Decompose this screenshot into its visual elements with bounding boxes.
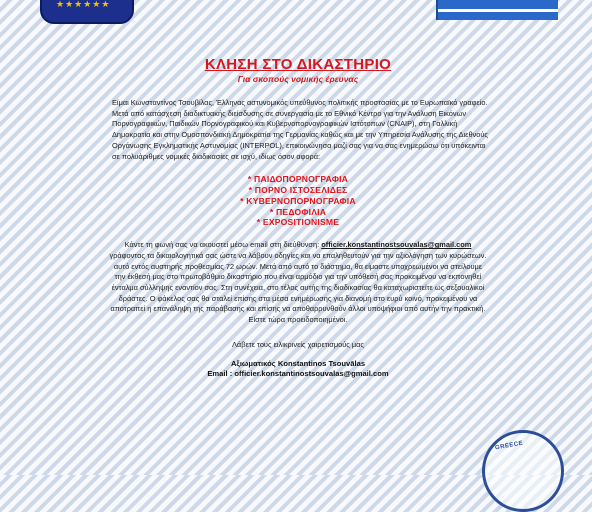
signature-email-label: Email :: [207, 369, 233, 379]
offense-item: * EXPOSITIONISME: [256, 217, 340, 228]
signature-block: [108, 359, 488, 380]
contact-email-link[interactable]: officier.konstantinostsouvalas@gmail.com: [321, 240, 472, 250]
logo-top-left: [40, 0, 134, 24]
contact-paragraph: [108, 240, 488, 315]
eu-stars-icon: ★★★★★★: [56, 0, 111, 10]
intro-paragraph: Είμαι Κωνσταντίνος Τσουβίλας, Έλληνας αστυνομικός υπεύθυνος πολιτικής προστασίας με το Ευρωπαϊκό γραφείο. Μετά από κατάσχεση διαδικτυακής διείσδυσης σε συνεργασία με το Εθνικό Κέντρο για την Ανάλυση Εικόνων Πορνογραφικών, Παιδικών Πορνογραφικού και Κυβερνοπορνογραφικών Ιστότοπων (CNAIP), στη Γαλλική Δημοκρατία και στην Ομοσπονδιακή Δημοκρατία της Γερμανίας καθώς και με την Υπηρεσία Ανάλυσης της Διεθνούς Οργάνωσης Εγκληματικής Αστυνομίας (INTERPOL), επικοινώνησα μαζί σας για να σας ενημερώσω ότι υπόκεινται σε πολυάριθμες νομικές διαδικασίες σε ισχύ, ιδίως όσον αφορά:: [112, 98, 488, 161]
signature-name: Αξιωματικός Konstantinos Tsouvālas: [230, 358, 366, 368]
seal-text: GREECE: [494, 440, 524, 452]
document-body: [108, 56, 488, 380]
official-seal: [482, 430, 564, 512]
offense-item: * ΠΑΙΔΟΠΟΡΝΟΓΡΑΦΙΑ: [247, 174, 349, 185]
page-title: ΚΛΗΣΗ ΣΤΟ ΔΙΚΑΣΤΗΡΙΟ: [204, 56, 392, 73]
offense-item: * ΠΕΔΟΦΙΛΙΑ: [269, 206, 327, 217]
offense-item: * ΠΟΡΝΟ ΙΣΤΟΣΕΛΙΔΕΣ: [248, 185, 348, 196]
page-subtitle: Για σκοπούς νομικής έρευνας: [237, 74, 359, 84]
contact-prefix: Κάντε τη φωνή σας να ακουστεί μέσω email στη διεύθυνση:: [124, 240, 320, 250]
closing-text: Λάβετε τους ειλικρινείς χαιρετισμούς μας: [231, 339, 364, 349]
signature-email-line: [108, 369, 488, 380]
contact-body: γράφοντας τα δικαιολογητικά σας ώστε να λάβουν οδηγίες και να επαληθευτούν για την αξιολόγηση των κυρώσεων. αυτό εντός αυστηρής προθεσμίας 72 ωρών. Μετά από αυτό το διάστημα, θα είμαστε υποχρεωμένοι να στείλουμε την έκθεσή μας στο πρωτοβάθμιο δικαστήριο που είναι αρμόδιο για την υπόθεσή σας προκειμένου να εκπονηθεί ένταλμα σύλληψης εναντίον σας. Στη συνέχεια, στο τέλος αυτής της διαδικασίας θα καταχωριστείτε ως σεξουαλικοί δράστες. Ο φάκελος σας θα σταλεί επίσης στα μέσα ενημέρωσης για διανομή στο ευρύ κοινό, προκειμένου να αποτραπεί η επανάληψη της παράβασης και επίσης να αποθαρρυνθούν άλλοι υποψήφιοι από αυτήν την πρακτική.: [109, 250, 487, 314]
greek-flag-icon: [436, 0, 558, 20]
warning-text: Είστε τώρα προειδοποιημένοι.: [248, 315, 348, 325]
offense-item: * ΚΥΒΕΡΝΟΠΟΡΝΟΓΡΑΦΙΑ: [240, 195, 356, 206]
offense-list: [108, 174, 488, 228]
signature-email[interactable]: officier.konstantinostsouvalas@gmail.com: [234, 369, 389, 379]
